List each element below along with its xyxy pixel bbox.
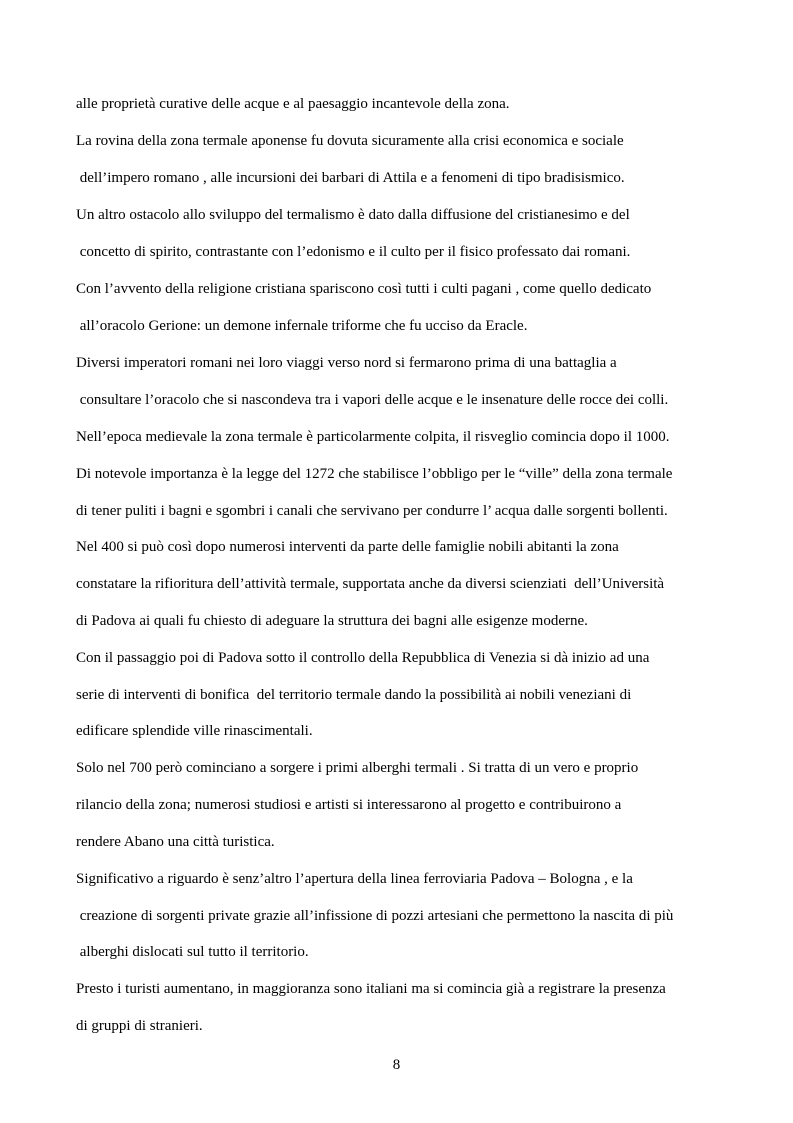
text-line: Nell’epoca medievale la zona termale è particolarmente colpita, il risveglio comincia dopo il 1000. <box>76 429 670 445</box>
text-line: concetto di spirito, contrastante con l’edonismo e il culto per il fisico professato dai romani. <box>76 244 631 260</box>
text-line: serie di interventi di bonifica del territorio termale dando la possibilità ai nobili veneziani di <box>76 687 632 703</box>
text-line: Solo nel 700 però cominciano a sorgere i primi alberghi termali . Si tratta di un vero e proprio <box>76 760 639 776</box>
text-line: Con l’avvento della religione cristiana spariscono così tutti i culti pagani , come quello dedicato <box>76 281 652 297</box>
page-number: 8 <box>392 1057 401 1073</box>
text-line: rilancio della zona; numerosi studiosi e artisti si interessarono al progetto e contribuirono a <box>76 797 622 813</box>
text-line: dell’impero romano , alle incursioni dei barbari di Attila e a fenomeni di tipo bradisismico. <box>76 170 625 186</box>
text-line: Di notevole importanza è la legge del 1272 che stabilisce l’obbligo per le “ville” della zona termale <box>76 466 673 482</box>
text-line: alle proprietà curative delle acque e al paesaggio incantevole della zona. <box>76 96 510 112</box>
text-line: constatare la rifioritura dell’attività termale, supportata anche da diversi scienziati dell’Università <box>76 576 665 592</box>
text-line: Un altro ostacolo allo sviluppo del termalismo è dato dalla diffusione del cristianesimo e del <box>76 207 630 223</box>
text-line: di gruppi di stranieri. <box>76 1018 203 1034</box>
text-line: Significativo a riguardo è senz’altro l’apertura della linea ferroviaria Padova – Bologna , e la <box>76 871 633 887</box>
text-line: creazione di sorgenti private grazie all’infissione di pozzi artesiani che permettono la nascita di più <box>76 908 674 924</box>
text-line: all’oracolo Gerione: un demone infernale triforme che fu ucciso da Eracle. <box>76 318 528 334</box>
text-line: alberghi dislocati sul tutto il territorio. <box>76 944 309 960</box>
text-line: Con il passaggio poi di Padova sotto il controllo della Repubblica di Venezia si dà inizio ad una <box>76 650 650 666</box>
text-line: Diversi imperatori romani nei loro viaggi verso nord si fermarono prima di una battaglia a <box>76 355 617 371</box>
text-line: Presto i turisti aumentano, in maggioranza sono italiani ma si comincia già a registrare la presenza <box>76 981 666 997</box>
text-line: consultare l’oracolo che si nascondeva tra i vapori delle acque e le insenature delle rocce dei colli. <box>76 392 669 408</box>
text-line: Nel 400 si può così dopo numerosi interventi da parte delle famiglie nobili abitanti la zona <box>76 539 619 555</box>
text-line: edificare splendide ville rinascimentali. <box>76 723 313 739</box>
text-line: di tener puliti i bagni e sgombri i canali che servivano per condurre l’ acqua dalle sorgenti bollenti. <box>76 503 668 519</box>
text-line: di Padova ai quali fu chiesto di adeguare la struttura dei bagni alle esigenze moderne. <box>76 613 588 629</box>
text-line: La rovina della zona termale aponense fu dovuta sicuramente alla crisi economica e sociale <box>76 133 624 149</box>
text-line: rendere Abano una città turistica. <box>76 834 275 850</box>
